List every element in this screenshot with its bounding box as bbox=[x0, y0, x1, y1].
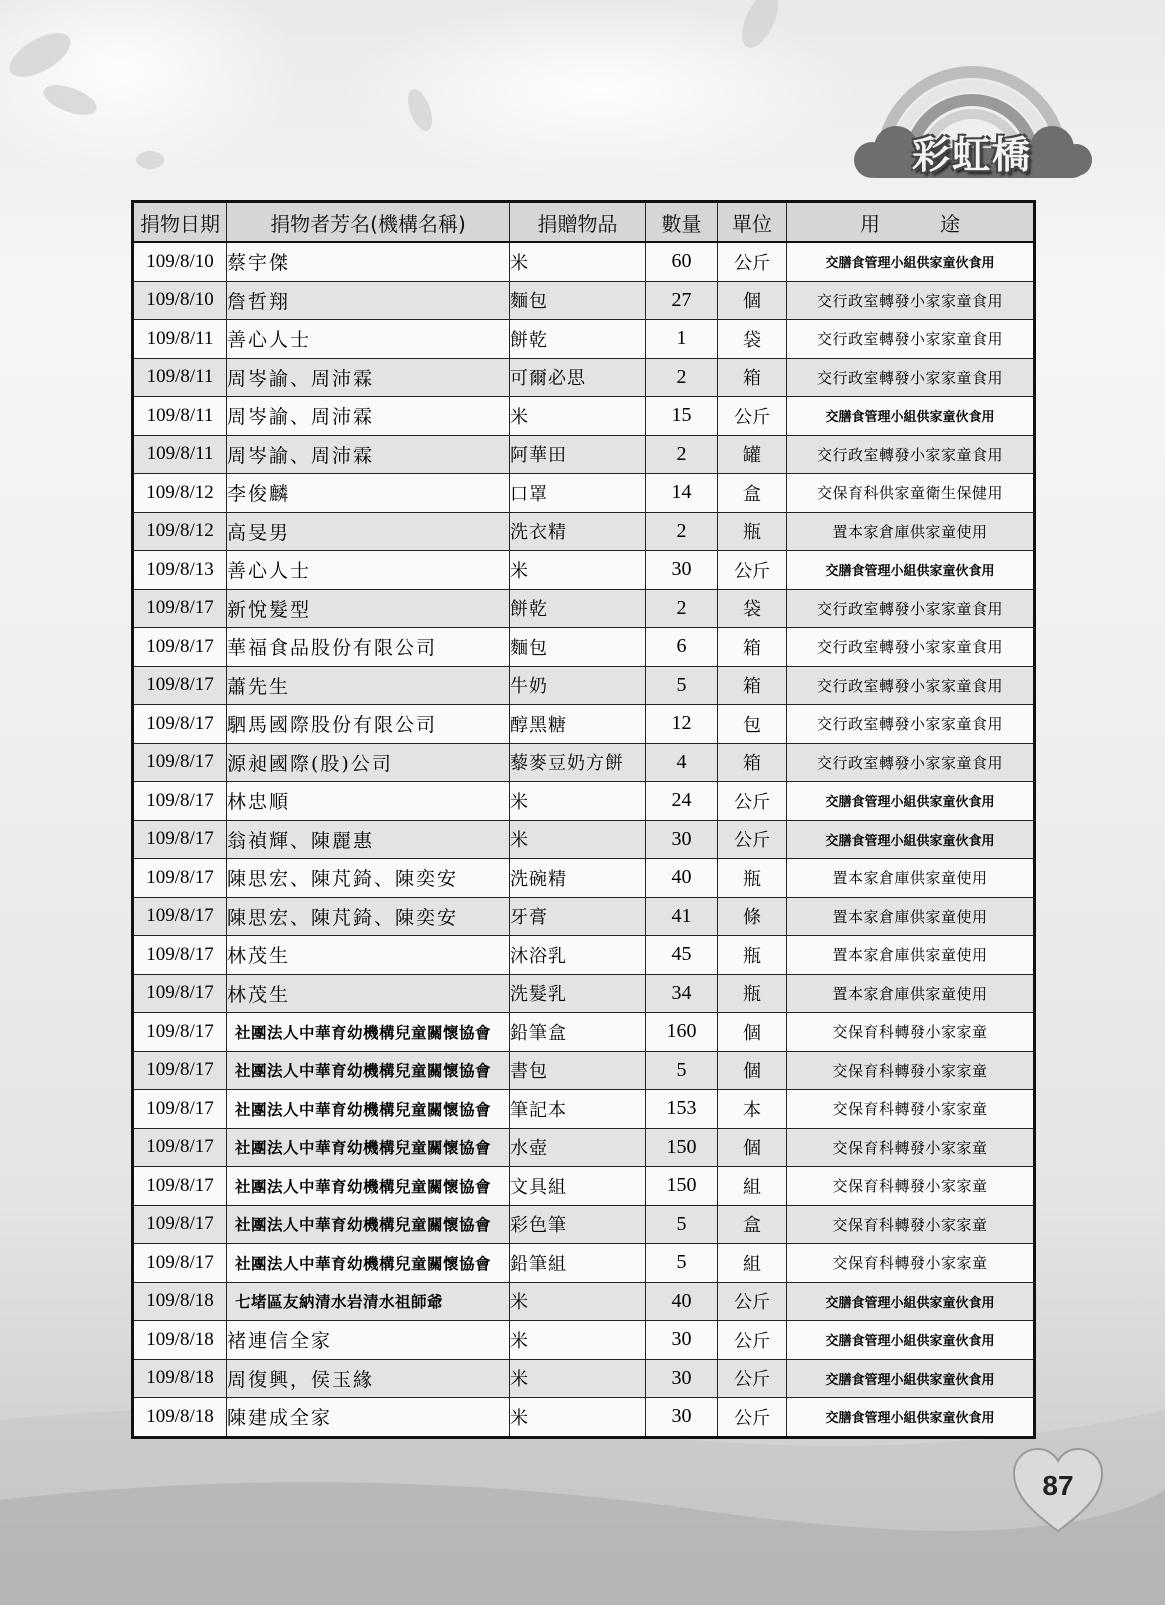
col-header-date: 捐物日期 bbox=[133, 202, 227, 243]
cell-quantity: 5 bbox=[646, 1051, 718, 1090]
cell-donor: 社團法人中華育幼機構兒童關懷協會 bbox=[227, 1167, 510, 1206]
cell-donor: 社團法人中華育幼機構兒童關懷協會 bbox=[227, 1090, 510, 1129]
cell-unit: 盒 bbox=[718, 1205, 787, 1244]
cell-item: 米 bbox=[510, 1398, 646, 1438]
cell-date: 109/8/18 bbox=[133, 1282, 227, 1321]
cell-donor: 社團法人中華育幼機構兒童關懷協會 bbox=[227, 1051, 510, 1090]
cell-date: 109/8/17 bbox=[133, 782, 227, 821]
cell-date: 109/8/17 bbox=[133, 589, 227, 628]
cell-quantity: 30 bbox=[646, 551, 718, 590]
cell-date: 109/8/17 bbox=[133, 1128, 227, 1167]
cell-quantity: 60 bbox=[646, 242, 718, 281]
cell-donor: 七堵區友納清水岩清水祖師爺 bbox=[227, 1282, 510, 1321]
cell-item: 米 bbox=[510, 551, 646, 590]
cell-purpose: 交膳食管理小組供家童伙食用 bbox=[787, 820, 1035, 859]
cell-purpose: 置本家倉庫供家童使用 bbox=[787, 512, 1035, 551]
cell-purpose: 交膳食管理小組供家童伙食用 bbox=[787, 551, 1035, 590]
cell-date: 109/8/10 bbox=[133, 242, 227, 281]
cell-purpose: 交行政室轉發小家家童食用 bbox=[787, 743, 1035, 782]
table-row bbox=[133, 551, 1035, 590]
cell-unit: 個 bbox=[718, 1051, 787, 1090]
cell-quantity: 30 bbox=[646, 1398, 718, 1438]
cell-donor: 翁禎輝、陳麗惠 bbox=[227, 820, 510, 859]
cell-donor: 周岑諭、周沛霖 bbox=[227, 435, 510, 474]
cell-donor: 周岑諭、周沛霖 bbox=[227, 358, 510, 397]
cell-date: 109/8/17 bbox=[133, 1051, 227, 1090]
cell-item: 米 bbox=[510, 242, 646, 281]
cell-purpose: 交行政室轉發小家家童食用 bbox=[787, 628, 1035, 667]
cell-unit: 公斤 bbox=[718, 551, 787, 590]
cell-donor: 新悅髮型 bbox=[227, 589, 510, 628]
cell-unit: 公斤 bbox=[718, 1321, 787, 1360]
cell-unit: 箱 bbox=[718, 666, 787, 705]
cell-item: 醇黑糖 bbox=[510, 705, 646, 744]
cell-date: 109/8/17 bbox=[133, 1090, 227, 1129]
cell-purpose: 交膳食管理小組供家童伙食用 bbox=[787, 1359, 1035, 1398]
table-row bbox=[133, 358, 1035, 397]
cell-quantity: 41 bbox=[646, 897, 718, 936]
cell-quantity: 150 bbox=[646, 1167, 718, 1206]
cell-quantity: 1 bbox=[646, 320, 718, 359]
table-row bbox=[133, 974, 1035, 1013]
cell-donor: 善心人士 bbox=[227, 551, 510, 590]
cell-quantity: 2 bbox=[646, 435, 718, 474]
cell-unit: 袋 bbox=[718, 320, 787, 359]
page-number: 87 bbox=[1042, 1470, 1074, 1501]
cell-unit: 盒 bbox=[718, 474, 787, 513]
cell-date: 109/8/17 bbox=[133, 1205, 227, 1244]
cell-unit: 包 bbox=[718, 705, 787, 744]
cell-item: 麵包 bbox=[510, 281, 646, 320]
table-row bbox=[133, 1205, 1035, 1244]
table-row bbox=[133, 320, 1035, 359]
table-row bbox=[133, 820, 1035, 859]
cell-donor: 陳建成全家 bbox=[227, 1398, 510, 1438]
logo-text: 彩虹橋 bbox=[911, 133, 1032, 177]
cell-purpose: 交行政室轉發小家家童食用 bbox=[787, 705, 1035, 744]
cell-date: 109/8/17 bbox=[133, 859, 227, 898]
cell-purpose: 置本家倉庫供家童使用 bbox=[787, 897, 1035, 936]
cell-purpose: 交保育科轉發小家家童 bbox=[787, 1128, 1035, 1167]
cell-date: 109/8/17 bbox=[133, 1013, 227, 1052]
cell-item: 米 bbox=[510, 397, 646, 436]
cell-donor: 高旻男 bbox=[227, 512, 510, 551]
table-row bbox=[133, 666, 1035, 705]
cell-item: 牛奶 bbox=[510, 666, 646, 705]
cell-unit: 個 bbox=[718, 1013, 787, 1052]
cell-date: 109/8/17 bbox=[133, 1167, 227, 1206]
cell-date: 109/8/18 bbox=[133, 1359, 227, 1398]
cell-purpose: 交保育科轉發小家家童 bbox=[787, 1090, 1035, 1129]
cell-item: 水壺 bbox=[510, 1128, 646, 1167]
table-row bbox=[133, 281, 1035, 320]
cell-quantity: 5 bbox=[646, 666, 718, 705]
cell-date: 109/8/17 bbox=[133, 743, 227, 782]
cell-donor: 源昶國際(股)公司 bbox=[227, 743, 510, 782]
cell-donor: 林忠順 bbox=[227, 782, 510, 821]
cell-quantity: 5 bbox=[646, 1244, 718, 1283]
cell-unit: 瓶 bbox=[718, 974, 787, 1013]
cell-date: 109/8/17 bbox=[133, 974, 227, 1013]
cell-unit: 瓶 bbox=[718, 512, 787, 551]
cell-item: 彩色筆 bbox=[510, 1205, 646, 1244]
cell-unit: 公斤 bbox=[718, 242, 787, 281]
cell-item: 米 bbox=[510, 782, 646, 821]
donation-table bbox=[131, 200, 1036, 1439]
cell-date: 109/8/11 bbox=[133, 320, 227, 359]
cell-donor: 蔡宇傑 bbox=[227, 242, 510, 281]
cell-purpose: 交膳食管理小組供家童伙食用 bbox=[787, 1282, 1035, 1321]
cell-date: 109/8/18 bbox=[133, 1321, 227, 1360]
cell-quantity: 27 bbox=[646, 281, 718, 320]
cell-donor: 駟馬國際股份有限公司 bbox=[227, 705, 510, 744]
cell-donor: 華福食品股份有限公司 bbox=[227, 628, 510, 667]
cell-purpose: 交膳食管理小組供家童伙食用 bbox=[787, 1321, 1035, 1360]
cell-purpose: 交保育科供家童衛生保健用 bbox=[787, 474, 1035, 513]
cell-date: 109/8/17 bbox=[133, 705, 227, 744]
cell-item: 米 bbox=[510, 1321, 646, 1360]
table-row bbox=[133, 936, 1035, 975]
cell-item: 鉛筆盒 bbox=[510, 1013, 646, 1052]
cell-purpose: 交保育科轉發小家家童 bbox=[787, 1167, 1035, 1206]
cell-donor: 詹哲翔 bbox=[227, 281, 510, 320]
table-row bbox=[133, 474, 1035, 513]
table-row bbox=[133, 1090, 1035, 1129]
cell-quantity: 4 bbox=[646, 743, 718, 782]
cell-item: 洗髮乳 bbox=[510, 974, 646, 1013]
cell-date: 109/8/12 bbox=[133, 474, 227, 513]
cell-purpose: 置本家倉庫供家童使用 bbox=[787, 974, 1035, 1013]
cell-purpose: 置本家倉庫供家童使用 bbox=[787, 936, 1035, 975]
cell-unit: 組 bbox=[718, 1244, 787, 1283]
cell-purpose: 交保育科轉發小家家童 bbox=[787, 1013, 1035, 1052]
table-row bbox=[133, 1398, 1035, 1438]
col-header-unit: 單位 bbox=[718, 202, 787, 243]
cell-quantity: 14 bbox=[646, 474, 718, 513]
cell-quantity: 34 bbox=[646, 974, 718, 1013]
cell-purpose: 置本家倉庫供家童使用 bbox=[787, 859, 1035, 898]
cell-date: 109/8/10 bbox=[133, 281, 227, 320]
cell-item: 米 bbox=[510, 1282, 646, 1321]
cell-date: 109/8/12 bbox=[133, 512, 227, 551]
col-header-donor: 捐物者芳名(機構名稱) bbox=[227, 202, 510, 243]
table-row bbox=[133, 589, 1035, 628]
cell-quantity: 30 bbox=[646, 820, 718, 859]
table-row bbox=[133, 782, 1035, 821]
cell-purpose: 交膳食管理小組供家童伙食用 bbox=[787, 782, 1035, 821]
cell-purpose: 交保育科轉發小家家童 bbox=[787, 1051, 1035, 1090]
cell-date: 109/8/11 bbox=[133, 358, 227, 397]
table-row bbox=[133, 1321, 1035, 1360]
table-row bbox=[133, 897, 1035, 936]
cell-unit: 瓶 bbox=[718, 859, 787, 898]
cell-donor: 善心人士 bbox=[227, 320, 510, 359]
cell-donor: 陳思宏、陳芃錡、陳奕安 bbox=[227, 859, 510, 898]
cell-donor: 周復興，侯玉緣 bbox=[227, 1359, 510, 1398]
cell-donor: 社團法人中華育幼機構兒童關懷協會 bbox=[227, 1244, 510, 1283]
table-row bbox=[133, 1282, 1035, 1321]
cell-item: 洗衣精 bbox=[510, 512, 646, 551]
cell-date: 109/8/17 bbox=[133, 820, 227, 859]
cell-quantity: 40 bbox=[646, 859, 718, 898]
cell-item: 鉛筆組 bbox=[510, 1244, 646, 1283]
col-header-quantity: 數量 bbox=[646, 202, 718, 243]
cell-item: 藜麥豆奶方餅 bbox=[510, 743, 646, 782]
cell-item: 餅乾 bbox=[510, 589, 646, 628]
cell-purpose: 交行政室轉發小家家童食用 bbox=[787, 320, 1035, 359]
table-header-row bbox=[133, 202, 1035, 243]
cell-unit: 公斤 bbox=[718, 782, 787, 821]
table-row bbox=[133, 1051, 1035, 1090]
cell-unit: 公斤 bbox=[718, 820, 787, 859]
table-row bbox=[133, 1359, 1035, 1398]
cell-unit: 罐 bbox=[718, 435, 787, 474]
cell-date: 109/8/17 bbox=[133, 936, 227, 975]
cell-quantity: 2 bbox=[646, 358, 718, 397]
cell-item: 可爾必思 bbox=[510, 358, 646, 397]
cell-item: 口罩 bbox=[510, 474, 646, 513]
table-row bbox=[133, 1128, 1035, 1167]
cell-quantity: 30 bbox=[646, 1321, 718, 1360]
cell-date: 109/8/17 bbox=[133, 897, 227, 936]
col-header-purpose: 用 途 bbox=[787, 202, 1035, 243]
cell-unit: 公斤 bbox=[718, 397, 787, 436]
cell-item: 洗碗精 bbox=[510, 859, 646, 898]
cell-quantity: 30 bbox=[646, 1359, 718, 1398]
cell-unit: 箱 bbox=[718, 743, 787, 782]
cell-purpose: 交膳食管理小組供家童伙食用 bbox=[787, 242, 1035, 281]
cell-item: 餅乾 bbox=[510, 320, 646, 359]
cell-purpose: 交行政室轉發小家家童食用 bbox=[787, 666, 1035, 705]
cell-quantity: 2 bbox=[646, 589, 718, 628]
cell-purpose: 交保育科轉發小家家童 bbox=[787, 1205, 1035, 1244]
cell-unit: 箱 bbox=[718, 358, 787, 397]
cell-unit: 個 bbox=[718, 1128, 787, 1167]
cell-date: 109/8/17 bbox=[133, 1244, 227, 1283]
cell-purpose: 交行政室轉發小家家童食用 bbox=[787, 435, 1035, 474]
table-row bbox=[133, 743, 1035, 782]
cell-donor: 褚連信全家 bbox=[227, 1321, 510, 1360]
cell-quantity: 12 bbox=[646, 705, 718, 744]
cell-item: 阿華田 bbox=[510, 435, 646, 474]
cell-date: 109/8/18 bbox=[133, 1398, 227, 1438]
table-row bbox=[133, 705, 1035, 744]
cell-date: 109/8/17 bbox=[133, 666, 227, 705]
table-row bbox=[133, 512, 1035, 551]
table-row bbox=[133, 628, 1035, 667]
cell-donor: 李俊麟 bbox=[227, 474, 510, 513]
table-row bbox=[133, 397, 1035, 436]
cell-purpose: 交行政室轉發小家家童食用 bbox=[787, 589, 1035, 628]
cell-purpose: 交膳食管理小組供家童伙食用 bbox=[787, 1398, 1035, 1438]
cell-quantity: 45 bbox=[646, 936, 718, 975]
cell-unit: 個 bbox=[718, 281, 787, 320]
cell-quantity: 15 bbox=[646, 397, 718, 436]
cell-donor: 社團法人中華育幼機構兒童關懷協會 bbox=[227, 1013, 510, 1052]
cell-quantity: 40 bbox=[646, 1282, 718, 1321]
table-row bbox=[133, 859, 1035, 898]
cell-donor: 林茂生 bbox=[227, 974, 510, 1013]
cell-item: 沐浴乳 bbox=[510, 936, 646, 975]
cell-unit: 公斤 bbox=[718, 1398, 787, 1438]
table-row bbox=[133, 242, 1035, 281]
cell-item: 牙膏 bbox=[510, 897, 646, 936]
cell-unit: 條 bbox=[718, 897, 787, 936]
cell-unit: 公斤 bbox=[718, 1359, 787, 1398]
cell-donor: 蕭先生 bbox=[227, 666, 510, 705]
table-row bbox=[133, 1013, 1035, 1052]
cell-date: 109/8/17 bbox=[133, 628, 227, 667]
cell-donor: 周岑諭、周沛霖 bbox=[227, 397, 510, 436]
cell-unit: 組 bbox=[718, 1167, 787, 1206]
rainbow-bridge-logo bbox=[852, 52, 1092, 192]
cell-purpose: 交保育科轉發小家家童 bbox=[787, 1244, 1035, 1283]
cell-item: 米 bbox=[510, 1359, 646, 1398]
cell-donor: 陳思宏、陳芃錡、陳奕安 bbox=[227, 897, 510, 936]
cell-item: 筆記本 bbox=[510, 1090, 646, 1129]
cell-quantity: 150 bbox=[646, 1128, 718, 1167]
cell-unit: 本 bbox=[718, 1090, 787, 1129]
cell-unit: 袋 bbox=[718, 589, 787, 628]
col-header-item: 捐贈物品 bbox=[510, 202, 646, 243]
cell-unit: 瓶 bbox=[718, 936, 787, 975]
cell-unit: 箱 bbox=[718, 628, 787, 667]
table-row bbox=[133, 1167, 1035, 1206]
cell-item: 書包 bbox=[510, 1051, 646, 1090]
cell-quantity: 6 bbox=[646, 628, 718, 667]
cell-date: 109/8/11 bbox=[133, 397, 227, 436]
cell-quantity: 5 bbox=[646, 1205, 718, 1244]
table-row bbox=[133, 1244, 1035, 1283]
cell-purpose: 交行政室轉發小家家童食用 bbox=[787, 358, 1035, 397]
cell-quantity: 24 bbox=[646, 782, 718, 821]
cell-item: 麵包 bbox=[510, 628, 646, 667]
cell-quantity: 2 bbox=[646, 512, 718, 551]
cell-donor: 林茂生 bbox=[227, 936, 510, 975]
cell-donor: 社團法人中華育幼機構兒童關懷協會 bbox=[227, 1128, 510, 1167]
table-row bbox=[133, 435, 1035, 474]
cell-date: 109/8/13 bbox=[133, 551, 227, 590]
cell-quantity: 153 bbox=[646, 1090, 718, 1129]
cell-item: 米 bbox=[510, 820, 646, 859]
cell-quantity: 160 bbox=[646, 1013, 718, 1052]
cell-donor: 社團法人中華育幼機構兒童關懷協會 bbox=[227, 1205, 510, 1244]
cell-item: 文具組 bbox=[510, 1167, 646, 1206]
cell-purpose: 交行政室轉發小家家童食用 bbox=[787, 281, 1035, 320]
cell-purpose: 交膳食管理小組供家童伙食用 bbox=[787, 397, 1035, 436]
cell-unit: 公斤 bbox=[718, 1282, 787, 1321]
cell-date: 109/8/11 bbox=[133, 435, 227, 474]
